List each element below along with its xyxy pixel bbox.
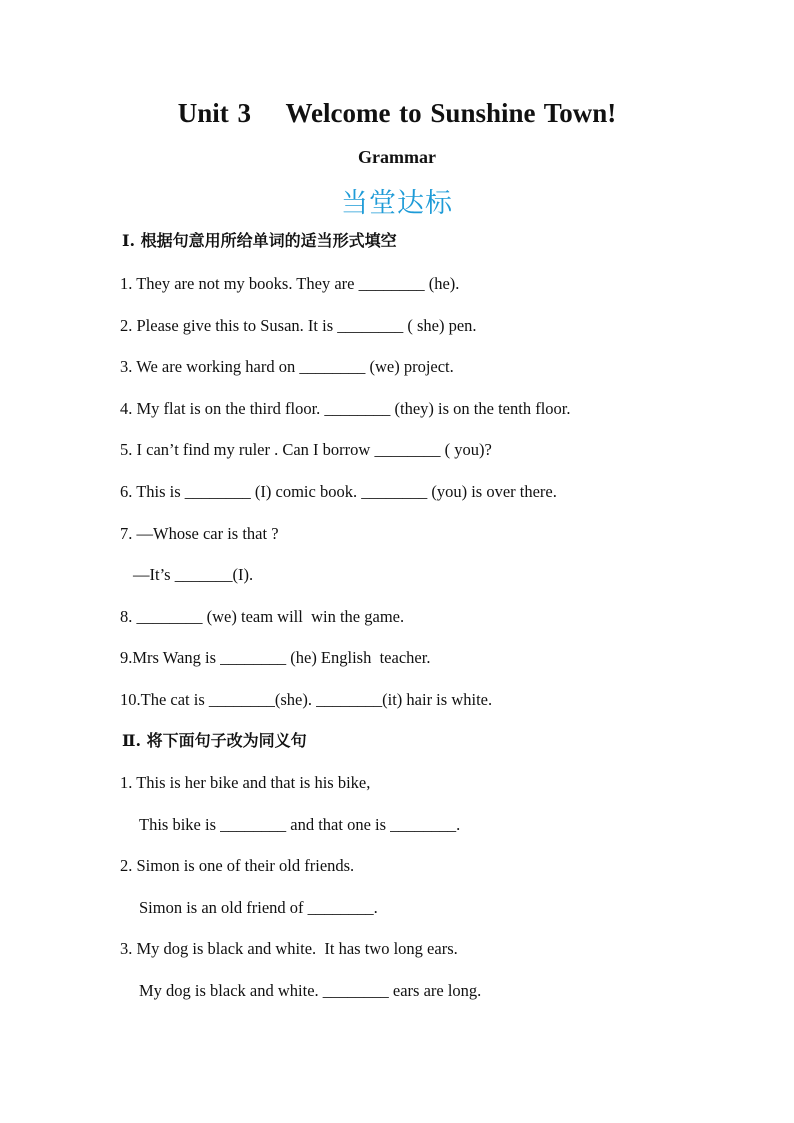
exercise-1-item-4: 4. My flat is on the third floor. ________ (they) is on the tenth floor. <box>120 399 571 418</box>
exercise-1-item-10: 10.The cat is ________(she). ________(it) hair is white. <box>120 690 493 709</box>
exercise-1-item-3: 3. We are working hard on ________ (we) project. <box>120 357 454 376</box>
page-title: Unit 3 Welcome to Sunshine Town! <box>177 98 617 128</box>
exercise-2-item-3-rewrite: My dog is black and white. ________ ears are long. <box>139 981 482 1000</box>
exercise-1-item-2: 2. Please give this to Susan. It is ________ ( she) pen. <box>120 316 477 335</box>
exercise-2-item-1-source: 1. This is her bike and that is his bike, <box>120 773 371 792</box>
exercise-1-item-6: 6. This is ________ (I) comic book. ________ (you) is over there. <box>120 482 557 501</box>
section-banner: 当堂达标 <box>341 188 453 219</box>
exercise-1-item-1: 1. They are not my books. They are ________ (he). <box>120 274 460 293</box>
exercise-1-item-8: 8. ________ (we) team will win the game. <box>120 607 405 626</box>
section-2-heading: Ⅱ. 将下面句子改为同义句 <box>122 731 307 750</box>
exercise-1-item-9: 9.Mrs Wang is ________ (he) English teacher. <box>120 648 431 667</box>
exercise-2-item-2-rewrite: Simon is an old friend of ________. <box>139 898 378 917</box>
section-1-heading: Ⅰ. 根据句意用所给单词的适当形式填空 <box>122 231 397 250</box>
exercise-2-item-3-source: 3. My dog is black and white. It has two long ears. <box>120 939 458 958</box>
exercise-1-item-7-question: 7. —Whose car is that ? <box>120 524 279 543</box>
exercise-1-item-5: 5. I can’t find my ruler . Can I borrow ________ ( you)? <box>120 440 492 459</box>
page-subtitle: Grammar <box>358 147 436 167</box>
exercise-2-item-1-rewrite: This bike is ________ and that one is ________. <box>139 815 461 834</box>
exercise-2-item-2-source: 2. Simon is one of their old friends. <box>120 856 355 875</box>
exercise-1-item-7-answer: —It’s _______(I). <box>133 565 254 584</box>
